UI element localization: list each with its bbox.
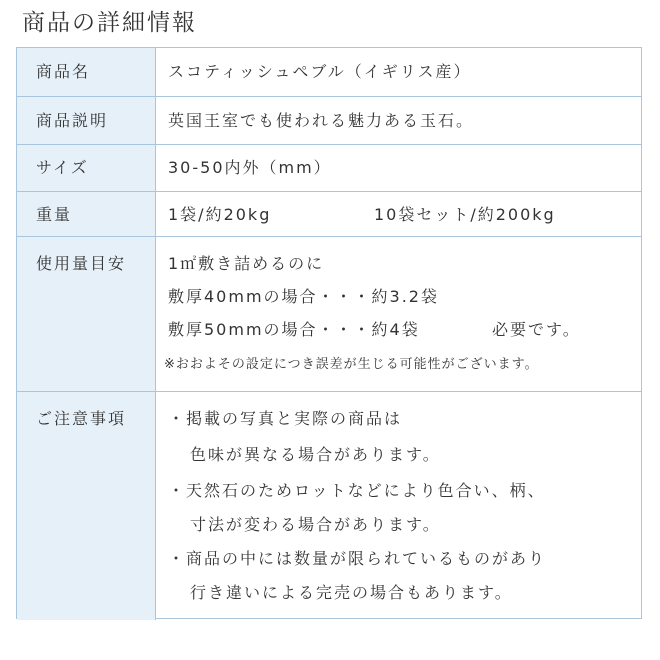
value-usage-note: ※おおよその設定につき誤差が生じる可能性がございます。 [164,357,539,372]
table-row-description [17,96,641,144]
label-description: 商品説明 [36,111,109,130]
value-note-line: ・掲載の写真と実際の商品は [168,409,403,428]
page-title: 商品の詳細情報 [22,10,197,36]
value-usage-line: 1㎡敷き詰めるのに [168,254,325,273]
label-cell [17,48,156,96]
value-product-name: スコティッシュペブル（イギリス産） [168,62,472,81]
product-details-table [16,47,642,619]
value-note-line: 色味が異なる場合があります。 [190,445,441,464]
label-size: サイズ [36,158,89,177]
label-cell [17,145,156,191]
value-weight-single: 1袋/約20kg [168,205,272,224]
value-weight-set: 10袋セット/約200kg [374,205,556,224]
label-cell [17,237,156,391]
value-usage-line: 敷厚40mmの場合・・・約3.2袋 [168,287,439,306]
value-description: 英国王室でも使われる魅力ある玉石。 [168,111,475,130]
value-note-line: ・天然石のためロットなどにより色合い、柄、 [168,481,546,500]
label-notes: ご注意事項 [36,409,127,428]
value-size: 30-50内外（mm） [168,158,332,177]
table-row-product-name [17,48,641,96]
value-note-line: 寸法が変わる場合があります。 [190,515,441,534]
value-usage-line: 必要です。 [492,320,581,339]
table-row-size [17,144,641,191]
label-weight: 重量 [36,205,73,224]
label-product-name: 商品名 [36,62,91,81]
value-note-line: ・商品の中には数量が限られているものがあり [168,549,547,568]
label-cell [17,97,156,144]
table-row-notes [17,391,641,620]
value-note-line: 行き違いによる完売の場合もあります。 [190,583,513,602]
table-row-usage-guide [17,236,641,391]
label-cell [17,392,156,620]
label-cell [17,192,156,236]
table-row-weight [17,191,641,236]
value-usage-line: 敷厚50mmの場合・・・約4袋 [168,320,420,339]
label-usage-guide: 使用量目安 [36,254,127,273]
